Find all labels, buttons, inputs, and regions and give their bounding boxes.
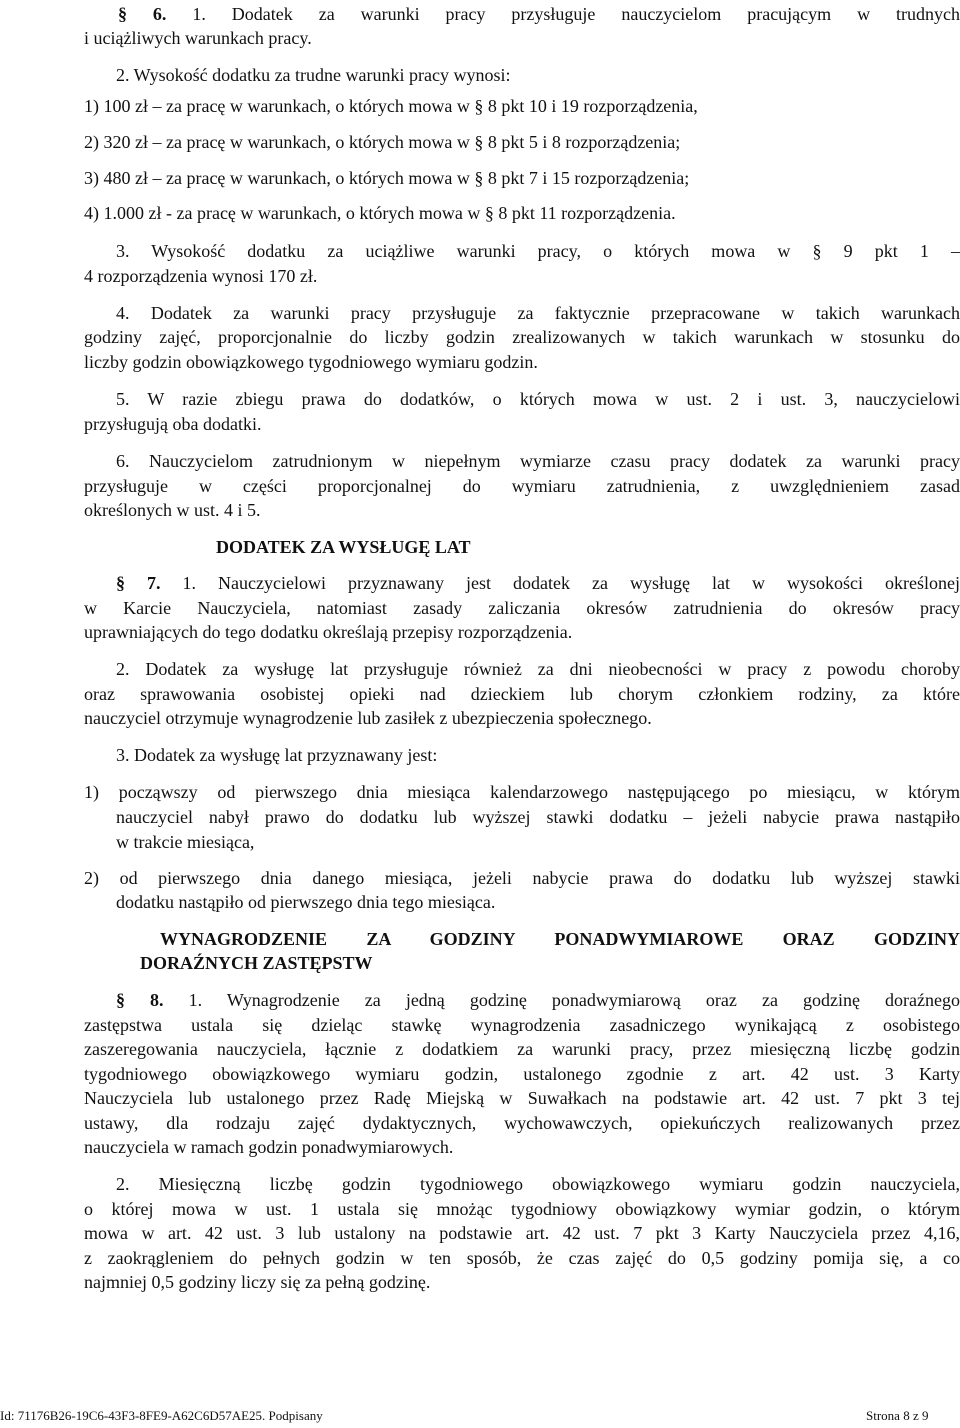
text-line: uprawniających do tego dodatku określają przepisy rozporządzenia. [84, 622, 573, 642]
text-line: 2. Miesięczną liczbę godzin tygodniowego obowiązkowego wymiaru godzin nauczyciela, [116, 1174, 960, 1194]
text-line: 4 rozporządzenia wynosi 170 zł. [84, 266, 318, 286]
text-line: w Karcie Nauczyciela, natomiast zasady zaliczania okresów zatrudnienia do okresów pracy [84, 598, 960, 618]
footer-document-id: Id: 71176B26-19C6-43F3-8FE9-A62C6D57AE25. Podpisany [0, 1408, 323, 1423]
text-line: § 8. 1. Wynagrodzenie za jedną godzinę ponadwymiarową oraz za godzinę doraźnego [116, 990, 960, 1010]
text-line: zastępstwa ustala się dzieląc stawkę wynagrodzenia zasadniczego wynikającą z osobistego [84, 1015, 960, 1035]
text-line: przysługuje w części proporcjonalnej do wymiaru zatrudnienia, z uwzględnieniem zasad [84, 476, 960, 496]
text-line: zaszeregowania nauczyciela, łącznie z dodatkiem za warunki pracy, przez miesięczną liczbę godzin [84, 1039, 960, 1059]
text-line: ustawy, dla rodzaju zajęć dydaktycznych, wychowawczych, opiekuńczych realizowanych przez [84, 1113, 960, 1133]
text-line: nauczyciela w ramach godzin ponadwymiarowych. [84, 1137, 454, 1157]
text-line: przysługują oba dodatki. [84, 414, 262, 434]
text-line: z zaokrągleniem do pełnych godzin w ten sposób, że czas zajęć do 0,5 godziny pomija się, a co [84, 1248, 960, 1268]
text-line: 1) począwszy od pierwszego dnia miesiąca kalendarzowego następującego po miesiącu, w którym [84, 782, 960, 802]
text-line: oraz sprawowania osobistej opieki nad dzieckiem lub chorym członkiem rodziny, za które [84, 684, 960, 704]
text-line: 2. Wysokość dodatku za trudne warunki pracy wynosi: [116, 65, 511, 85]
text-line: godziny zajęć, proporcjonalnie do liczby godzin zrealizowanych w takich warunkach w stosunku do [84, 327, 960, 347]
footer-page-number: Strona 8 z 9 [866, 1408, 929, 1423]
text-line: 2) 320 zł – za pracę w warunkach, o których mowa w § 8 pkt 5 i 8 rozporządzenia; [84, 132, 681, 152]
text-line: dodatku nastąpiło od pierwszego dnia tego miesiąca. [116, 892, 496, 912]
text-line: określonych w ust. 4 i 5. [84, 500, 261, 520]
text-line: 1) 100 zł – za pracę w warunkach, o których mowa w § 8 pkt 10 i 19 rozporządzenia, [84, 96, 698, 116]
text-line: 5. W razie zbiegu prawa do dodatków, o których mowa w ust. 2 i ust. 3, nauczycielowi [116, 389, 960, 409]
text-line: 4) 1.000 zł - za pracę w warunkach, o których mowa w § 8 pkt 11 rozporządzenia. [84, 203, 676, 223]
text-line: o której mowa w ust. 1 ustala się mnożąc tygodniowy obowiązkowy wymiar godzin, o którym [84, 1199, 960, 1219]
text-line: i uciążliwych warunkach pracy. [84, 28, 312, 48]
text-line: liczby godzin obowiązkowego tygodniowego wymiaru godzin. [84, 352, 538, 372]
text-line: nauczyciel otrzymuje wynagrodzenie lub zasiłek z ubezpieczenia społecznego. [84, 708, 652, 728]
text-line: 4. Dodatek za warunki pracy przysługuje za faktycznie przepracowane w takich warunkach [116, 303, 960, 323]
text-line: nauczyciel nabył prawo do dodatku lub wyższej stawki dodatku – jeżeli nabycie prawa nastąpiło [116, 807, 960, 827]
section-heading: WYNAGRODZENIE ZA GODZINY PONADWYMIAROWE ORAZ GODZINY [160, 929, 960, 949]
text-line: 2. Dodatek za wysługę lat przysługuje również za dni nieobecności w pracy z powodu choroby [116, 659, 960, 679]
text-line: 3) 480 zł – za pracę w warunkach, o których mowa w § 8 pkt 7 i 15 rozporządzenia; [84, 168, 690, 188]
text-line: najmniej 0,5 godziny liczy się za pełną godzinę. [84, 1272, 431, 1292]
text-line: mowa w art. 42 ust. 3 lub ustalony na podstawie art. 42 ust. 7 pkt 3 Karty Nauczyciela przez 4,16, [84, 1223, 960, 1243]
text-line: 6. Nauczycielom zatrudnionym w niepełnym wymiarze czasu pracy dodatek za warunki pracy [116, 451, 960, 471]
section-heading: DODATEK ZA WYSŁUGĘ LAT [216, 537, 471, 557]
text-line: w trakcie miesiąca, [116, 832, 255, 852]
text-line: Nauczyciela lub ustalonego przez Radę Miejską w Suwałkach na podstawie art. 42 ust. 7 pkt 3 tej [84, 1088, 960, 1108]
text-line: 3. Dodatek za wysługę lat przyznawany jest: [116, 745, 438, 765]
text-line: 2) od pierwszego dnia danego miesiąca, jeżeli nabycie prawa do dodatku lub wyższej stawki [84, 868, 960, 888]
text-line: 3. Wysokość dodatku za uciążliwe warunki pracy, o których mowa w § 9 pkt 1 – [116, 241, 960, 261]
text-line: § 6. 1. Dodatek za warunki pracy przysługuje nauczycielom pracującym w trudnych [118, 4, 960, 24]
text-line: § 7. 1. Nauczycielowi przyznawany jest dodatek za wysługę lat w wysokości określonej [116, 573, 960, 593]
text-line: tygodniowego obowiązkowego wymiaru godzin, ustalonego zgodnie z art. 42 ust. 3 Karty [84, 1064, 960, 1084]
section-heading: DORAŹNYCH ZASTĘPSTW [140, 953, 373, 973]
